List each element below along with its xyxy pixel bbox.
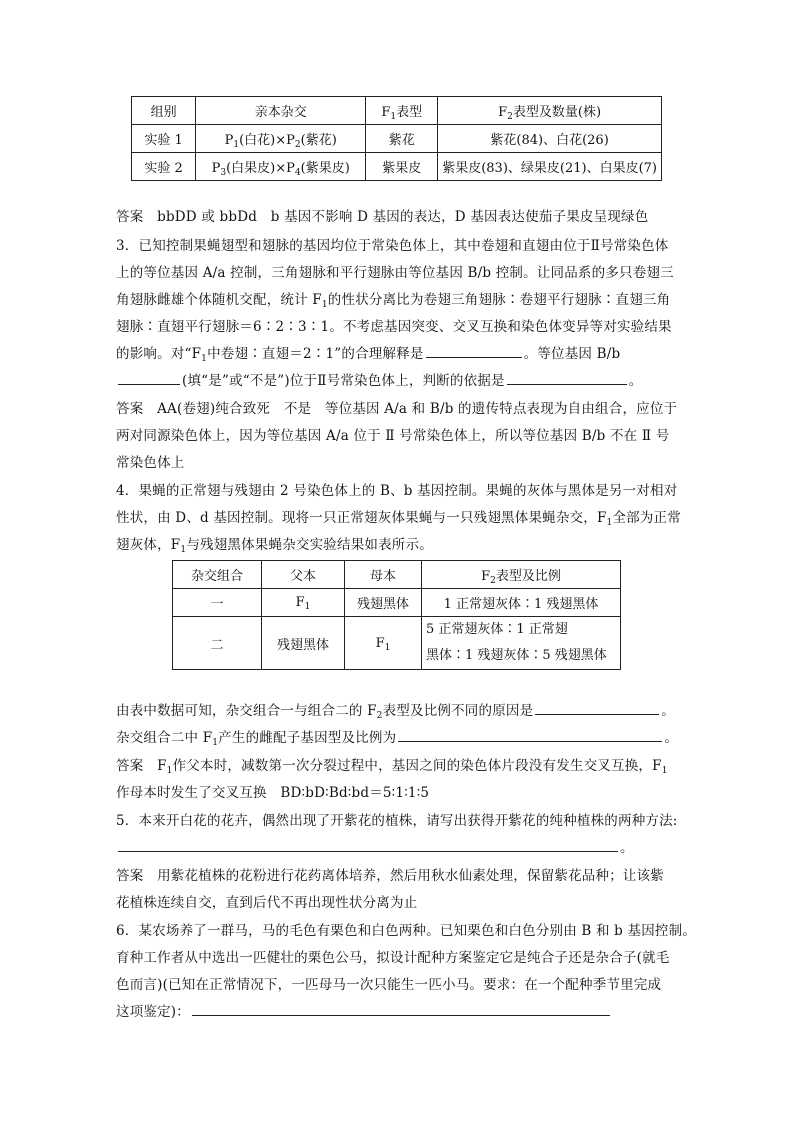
q5-line: 5．本来开白花的花卉，偶然出现了开紫花的植株，请写出获得开紫花的纯种植株的两种方法: (116, 813, 678, 829)
table-cell: 残翅黑体 (262, 617, 345, 670)
answer-5: 答案 用紫花植株的花粉进行花药离体培养，然后用秋水仙素处理，保留紫花品种；让该紫 (116, 868, 664, 884)
q6-line: 育种工作者从中选出一匹健壮的栗色公马，拟设计配种方案鉴定它是纯合子还是杂合子(就毛 (116, 950, 670, 966)
answer-3: 常染色体上 (116, 455, 185, 471)
table-cell: 实验 1 (132, 125, 196, 153)
table-cell: 1 正常翅灰体∶1 残翅黑体 (422, 589, 621, 617)
answer-3: 两对同源染色体上，因为等位基因 A/a 位于 Ⅱ 号常染色体上，所以等位基因 B/b 不在 Ⅱ 号 (116, 428, 670, 444)
q4-line: 性状，由 D、d 基因控制。现将一只正常翅灰体果蝇与一只残翅黑体果蝇杂交，$F_1$全部为正常 (116, 510, 681, 528)
header-cell: 父本 (262, 561, 345, 589)
answer-blank[interactable] (426, 344, 522, 358)
answer-4: 答案 $F_1$作父本时，减数第一次分裂过程中，基因之间的染色体片段没有发生交叉互换，$F_1$ (116, 758, 668, 776)
answer-blank[interactable] (507, 371, 627, 385)
header-cell: 杂交组合 (173, 561, 262, 589)
table-cell: 一 (173, 589, 262, 617)
table-cell: 5 正常翅灰体∶1 正常翅 黑体∶1 残翅灰体∶5 残翅黑体 (422, 617, 621, 670)
q4-line: 翅灰体，$F_1$与残翅黑体果蝇杂交实验结果如表所示。 (116, 537, 433, 555)
q3-line: (填“是”或“不是”)位于Ⅱ号常染色体上，判断的依据是 。 (116, 371, 676, 391)
table-cell: 紫果皮(83)、绿果皮(21)、白果皮(7) (438, 153, 662, 181)
table-cell: 紫花 (366, 125, 438, 153)
table-cell: 二 (173, 617, 262, 670)
answer-1: 答案 bbDD 或 bbDd b 基因不影响 D 基因的表达，D 基因表达使茄子果皮呈现绿色 (116, 209, 649, 225)
header-cell: 母本 (345, 561, 422, 589)
table-cell: $F_1$ (345, 617, 422, 670)
q3-line: 角翅脉雌雄个体随机交配，统计 $F_1$的性状分离比为卷翅三角翅脉∶卷翅平行翅脉∶直翅三角 (116, 292, 671, 310)
table-header-row (132, 97, 662, 125)
q3-line: 翅脉∶直翅平行翅脉＝6∶2∶3∶1。不考虑基因突变、交叉互换和染色体变异等对实验结果 (116, 319, 672, 335)
q3-line: 上的等位基因 A/a 控制，三角翅脉和平行翅脉由等位基因 B/b 控制。让同品系的多只卷翅三 (116, 265, 674, 281)
answer-3: 答案 AA(卷翅)纯合致死 不是 等位基因 A/a 和 B/b 的遗传特点表现为自由组合，应位于 (116, 401, 678, 417)
cross-results-table (172, 560, 621, 670)
answer-blank[interactable] (192, 1002, 610, 1016)
q6-line: 色而言)(已知在正常情况下，一匹母马一次只能生一匹小马。要求：在一个配种季节里完成 (116, 977, 662, 993)
table-row (132, 125, 662, 153)
experiment-table (131, 96, 662, 181)
table-cell: 紫花(84)、白花(26) (438, 125, 662, 153)
table-cell: $P_1$(白花)$\times P_2$(紫花) (196, 125, 366, 153)
table-row (173, 589, 621, 617)
table-header-row (173, 561, 621, 589)
table-cell: 残翅黑体 (345, 589, 422, 617)
q6-line: 这项鉴定)： (116, 1002, 676, 1022)
answer-blank[interactable] (118, 371, 180, 385)
header-cell: 亲本杂交 (196, 97, 366, 125)
table-cell: $P_3$(白果皮)$\times P_4$(紫果皮) (196, 153, 366, 181)
q4b-line: 杂交组合二中 $F_1$产生的雌配子基因型及比例为 。 (116, 730, 679, 748)
table-cell: 紫果皮 (366, 153, 438, 181)
answer-blank[interactable] (398, 728, 662, 742)
header-cell: $F_2$表型及比例 (422, 561, 621, 589)
q4b-line: 由表中数据可知，杂交组合一与组合二的 $F_2$表型及比例不同的原因是 。 (116, 703, 676, 721)
table-row (173, 617, 621, 670)
answer-blank[interactable] (535, 701, 659, 715)
q3-line: 的影响。对“$F_1$中卷翅∶直翅＝2∶1”的合理解释是 。等位基因 B/b (116, 346, 621, 364)
header-cell: $F_2$表型及数量(株) (438, 97, 662, 125)
header-cell: 组别 (132, 97, 196, 125)
q3-line: 3．已知控制果蝇翅型和翅脉的基因均位于常染色体上，其中卷翅和直翅由位于Ⅱ号常染色体 (116, 238, 669, 254)
header-cell: $F_1$表型 (366, 97, 438, 125)
q4-line: 4．果蝇的正常翅与残翅由 2 号染色体上的 B、b 基因控制。果蝇的灰体与黑体是另一对相对 (116, 483, 678, 499)
q6-line: 6．某农场养了一群马，马的毛色有栗色和白色两种。已知栗色和白色分别由 B 和 b 基因控制。 (116, 923, 697, 939)
q5-line: 。 (116, 838, 676, 858)
answer-blank[interactable] (118, 838, 618, 852)
table-row (132, 153, 662, 181)
table-cell: 实验 2 (132, 153, 196, 181)
answer-4: 作母本时发生了交叉互换 BD∶bD∶Bd∶bd＝5∶1∶1∶5 (116, 785, 430, 801)
answer-5: 花植株连续自交，直到后代不再出现性状分离为止 (116, 895, 418, 911)
table-cell: $F_1$ (262, 589, 345, 617)
